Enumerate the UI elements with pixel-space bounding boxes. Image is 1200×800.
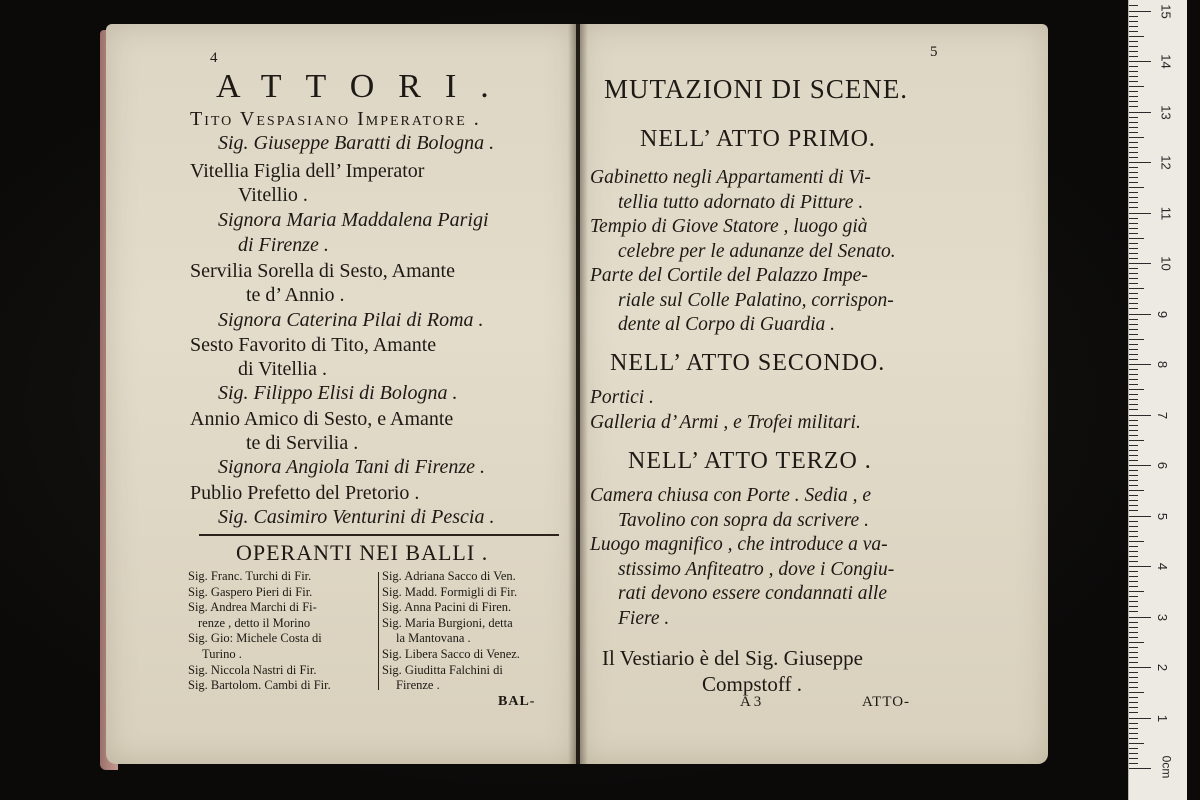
- ruler-tick: [1129, 723, 1138, 724]
- scene-line: Tavolino con sopra da scrivere .: [618, 509, 869, 531]
- ruler-label: 3: [1155, 613, 1171, 621]
- ruler-tick: [1129, 692, 1144, 693]
- dancers-list-right: [382, 569, 520, 694]
- dancer-entry: Sig. Madd. Formigli di Fir.: [382, 584, 518, 599]
- ruler-tick: [1129, 702, 1138, 703]
- ruler-tick: [1129, 324, 1138, 325]
- ruler-tick: [1129, 122, 1138, 123]
- ruler-tick: [1129, 192, 1138, 193]
- cast-line: Annio Amico di Sesto, e Amante: [190, 408, 454, 430]
- ruler-tick: [1129, 758, 1138, 759]
- ruler-tick: [1129, 662, 1138, 663]
- ruler-tick: [1129, 768, 1151, 769]
- ruler-label: 5: [1155, 512, 1171, 520]
- ruler-tick: [1129, 258, 1138, 259]
- cast-line: Signora Caterina Pilai di Roma .: [218, 309, 484, 331]
- ruler-tick: [1129, 127, 1138, 128]
- ruler-tick: [1129, 627, 1138, 628]
- ruler-tick: [1129, 354, 1138, 355]
- ruler-tick: [1129, 389, 1144, 390]
- act2-scenes: [590, 386, 861, 435]
- ruler-tick: [1129, 339, 1144, 340]
- ruler-tick: [1129, 273, 1138, 274]
- ruler-tick: [1129, 11, 1151, 12]
- dancers-heading: OPERANTI NEI BALLI .: [236, 540, 489, 565]
- scene-line: riale sul Colle Palatino, corrispon-: [618, 289, 894, 311]
- ruler-tick: [1129, 369, 1138, 370]
- ruler-tick: [1129, 308, 1138, 309]
- ruler-tick: [1129, 536, 1138, 537]
- ruler-tick: [1129, 581, 1138, 582]
- ruler-tick: [1129, 546, 1138, 547]
- ruler-tick: [1129, 561, 1138, 562]
- ruler-tick: [1129, 61, 1151, 62]
- ruler-tick: [1129, 152, 1138, 153]
- ruler-tick: [1129, 526, 1138, 527]
- ruler-tick: [1129, 505, 1138, 506]
- dancer-entry: Sig. Gio: Michele Costa di: [188, 631, 322, 646]
- ruler-tick: [1129, 430, 1138, 431]
- act1-heading: NELL’ ATTO PRIMO.: [640, 126, 876, 152]
- ruler-tick: [1129, 106, 1138, 107]
- ruler-tick: [1129, 96, 1138, 97]
- ruler-label: 8: [1155, 360, 1171, 369]
- act2-heading: NELL’ ATTO SECONDO.: [610, 350, 886, 376]
- ruler-tick: [1129, 177, 1138, 178]
- ruler-tick: [1129, 187, 1144, 188]
- cast-line: Servilia Sorella di Sesto, Amante: [190, 260, 455, 282]
- ruler-label: 15: [1158, 3, 1174, 19]
- ruler-tick: [1129, 460, 1138, 461]
- ruler-tick: [1129, 445, 1138, 446]
- ruler-tick: [1129, 521, 1138, 522]
- scene-changes-heading: MUTAZIONI DI SCENE.: [604, 74, 909, 104]
- scene-line: Tempio di Giove Statore , luogo già: [590, 216, 868, 237]
- ruler-tick: [1129, 56, 1138, 57]
- ruler-tick: [1129, 263, 1151, 264]
- scene-line: Luogo magnifico , che introduce a va-: [590, 534, 888, 555]
- scene-line: Camera chiusa con Porte . Sedia , e: [590, 485, 872, 506]
- ruler-tick: [1129, 233, 1138, 234]
- ruler-label: 1: [1155, 714, 1171, 722]
- ruler-tick: [1129, 682, 1138, 683]
- ruler-tick: [1129, 303, 1138, 304]
- cast-line: Sig. Giuseppe Baratti di Bologna .: [218, 132, 495, 154]
- cast-line: Signora Maria Maddalena Parigi: [218, 209, 489, 231]
- ruler-tick: [1129, 455, 1138, 456]
- ruler-tick: [1129, 21, 1138, 22]
- ruler-tick: [1129, 404, 1138, 405]
- ruler-tick: [1129, 91, 1138, 92]
- act3-heading: NELL’ ATTO TERZO .: [628, 448, 872, 474]
- cast-line: Publio Prefetto del Pretorio .: [190, 482, 420, 504]
- dancer-entry: Firenze .: [396, 678, 440, 693]
- dancer-entry: Sig. Niccola Nastri di Fir.: [188, 662, 317, 677]
- ruler-tick: [1129, 117, 1138, 118]
- ruler-tick: [1129, 611, 1138, 612]
- ruler-tick: [1129, 617, 1151, 618]
- cast-line: te di Servilia .: [246, 432, 359, 454]
- ruler-tick: [1129, 293, 1138, 294]
- ruler-tick: [1129, 707, 1138, 708]
- ruler-tick: [1129, 541, 1144, 542]
- ruler-tick: [1129, 733, 1138, 734]
- ruler-tick: [1129, 637, 1138, 638]
- scene-line: rati devono essere condannati alle: [618, 583, 887, 604]
- scene-line: Portici .: [590, 387, 654, 408]
- ruler-label: 12: [1158, 155, 1174, 170]
- act3-scenes: [590, 484, 894, 631]
- ruler-tick: [1129, 51, 1138, 52]
- ruler-tick: [1129, 101, 1138, 102]
- scene-line: Gabinetto negli Appartamenti di Vi-: [590, 167, 871, 188]
- cast-line: Signora Angiola Tani di Firenze .: [218, 456, 486, 478]
- ruler-tick: [1129, 268, 1138, 269]
- signature-mark: A 3: [740, 694, 762, 710]
- ruler-tick: [1129, 182, 1138, 183]
- ruler-tick: [1129, 516, 1151, 517]
- catchword-left: BAL-: [498, 694, 536, 709]
- scene-line: stissimo Anfiteatro , dove i Congiu-: [618, 558, 895, 580]
- cast-line: Vitellio .: [238, 184, 308, 206]
- page-number-right: 5: [930, 44, 938, 60]
- ruler-tick: [1129, 531, 1138, 532]
- dancer-entry: Sig. Giuditta Falchini di: [382, 662, 503, 677]
- cast-line: Sesto Favorito di Tito, Amante: [190, 334, 437, 356]
- cast-line: Vitellia Figlia dell’ Imperator: [190, 160, 425, 182]
- ruler-unit-label: 0cm: [1159, 755, 1174, 779]
- ruler-tick: [1129, 500, 1138, 501]
- ruler-tick: [1129, 470, 1138, 471]
- scene-line: tellia tutto adornato di Pitture .: [618, 191, 864, 213]
- ruler-tick: [1129, 450, 1138, 451]
- ruler-tick: [1129, 132, 1138, 133]
- ruler-tick: [1129, 319, 1138, 320]
- ruler-tick: [1129, 601, 1138, 602]
- ruler-tick: [1129, 480, 1138, 481]
- ruler-tick: [1129, 748, 1138, 749]
- ruler-tick: [1129, 167, 1138, 168]
- ruler-tick: [1129, 596, 1138, 597]
- ruler-tick: [1129, 510, 1138, 511]
- ruler-tick: [1129, 147, 1138, 148]
- ruler-tick: [1129, 586, 1138, 587]
- ruler-tick: [1129, 475, 1138, 476]
- ruler-tick: [1129, 738, 1138, 739]
- dancer-entry: Sig. Maria Burgioni, detta: [382, 615, 513, 630]
- ruler-tick: [1129, 223, 1138, 224]
- ruler-tick: [1129, 591, 1144, 592]
- ruler-tick: [1129, 71, 1138, 72]
- costume-credit: Il Vestiario è del Sig. Giuseppe: [602, 646, 863, 670]
- ruler-tick: [1129, 218, 1138, 219]
- ruler-tick: [1129, 556, 1138, 557]
- ruler-tick: [1129, 172, 1138, 173]
- ruler-tick: [1129, 86, 1144, 87]
- ruler-tick: [1129, 228, 1138, 229]
- ruler-tick: [1129, 697, 1138, 698]
- dancer-entry: Sig. Bartolom. Cambi di Fir.: [188, 678, 331, 693]
- dancer-entry: Sig. Anna Pacini di Firen.: [382, 600, 512, 615]
- ruler-tick: [1129, 571, 1138, 572]
- costume-credit-name: Compstoff .: [702, 672, 802, 696]
- ruler-tick: [1129, 425, 1138, 426]
- ruler-tick: [1129, 409, 1138, 410]
- separator-rule: [199, 534, 559, 536]
- ruler-tick: [1129, 435, 1138, 436]
- ruler-tick: [1129, 364, 1151, 365]
- dancer-entry: Sig. Franc. Turchi di Fir.: [188, 569, 312, 583]
- ruler-label: 9: [1155, 310, 1171, 318]
- book-gutter: [568, 24, 588, 764]
- ruler-tick: [1129, 712, 1138, 713]
- ruler-tick: [1129, 213, 1151, 214]
- right-page: [580, 24, 1048, 764]
- ruler-tick: [1129, 394, 1138, 395]
- scene-line: Galleria d’ Armi , e Trofei militari.: [590, 411, 861, 433]
- ruler-tick: [1129, 379, 1138, 380]
- ruler-label: 4: [1155, 562, 1171, 571]
- ruler-tick: [1129, 46, 1138, 47]
- ruler-tick: [1129, 202, 1138, 203]
- ruler-tick: [1129, 76, 1138, 77]
- ruler-tick: [1129, 728, 1138, 729]
- ruler-tick: [1129, 465, 1151, 466]
- ruler-label: 2: [1155, 663, 1171, 672]
- dancer-entry: Sig. Adriana Sacco di Ven.: [382, 569, 516, 583]
- ruler-tick: [1129, 288, 1144, 289]
- ruler-tick: [1129, 162, 1151, 163]
- ruler-label: 13: [1158, 104, 1174, 120]
- ruler-tick: [1129, 415, 1151, 416]
- cast-line: Sig. Casimiro Venturini di Pescia .: [218, 506, 495, 528]
- dancer-entry: la Mantovana .: [396, 631, 471, 646]
- ruler-tick: [1129, 41, 1138, 42]
- ruler-tick: [1129, 753, 1138, 754]
- dancer-entry: Sig. Gaspero Pieri di Fir.: [188, 584, 313, 599]
- ruler-label: 7: [1155, 411, 1171, 419]
- ruler-tick: [1129, 440, 1144, 441]
- cast-line: di Vitellia .: [238, 358, 327, 380]
- ruler-tick: [1129, 677, 1138, 678]
- scene-line: Fiere .: [618, 607, 670, 629]
- ruler-tick: [1129, 334, 1138, 335]
- ruler-label: 14: [1158, 54, 1174, 69]
- ruler-tick: [1129, 314, 1151, 315]
- ruler-tick: [1129, 420, 1138, 421]
- cast-line: Tito Vespasiano Imperatore .: [190, 108, 481, 130]
- ruler-tick: [1129, 657, 1138, 658]
- ruler-tick: [1129, 278, 1138, 279]
- ruler-tick: [1129, 66, 1138, 67]
- ruler-tick: [1129, 81, 1138, 82]
- ruler-label: 10: [1158, 256, 1174, 271]
- cast-line: Sig. Filippo Elisi di Bologna .: [218, 382, 458, 404]
- scene-line: Parte del Cortile del Palazzo Impe-: [590, 265, 868, 286]
- ruler-tick: [1129, 606, 1138, 607]
- ruler-tick: [1129, 652, 1138, 653]
- ruler-tick: [1129, 16, 1138, 17]
- cast-line: te d’ Annio .: [246, 284, 345, 306]
- left-page: [106, 24, 576, 764]
- act1-scenes: [590, 166, 896, 338]
- ruler-label: 6: [1155, 461, 1171, 470]
- ruler-tick: [1129, 243, 1138, 244]
- ruler-tick: [1129, 359, 1138, 360]
- ruler-tick: [1129, 566, 1151, 567]
- open-book: [100, 24, 1055, 772]
- ruler-tick: [1129, 642, 1144, 643]
- ruler-tick: [1129, 399, 1138, 400]
- ruler-tick: [1129, 253, 1138, 254]
- ruler-tick: [1129, 763, 1138, 764]
- ruler-tick: [1129, 485, 1138, 486]
- scene-line: celebre per le adunanze del Senato.: [618, 240, 896, 262]
- ruler-tick: [1129, 576, 1138, 577]
- measuring-ruler: [1128, 0, 1187, 800]
- ruler-tick: [1129, 743, 1144, 744]
- ruler-tick: [1129, 384, 1138, 385]
- ruler-tick: [1129, 632, 1138, 633]
- dancers-column-rule: [378, 572, 379, 690]
- dancers-list-left: [188, 569, 331, 694]
- ruler-tick: [1129, 283, 1138, 284]
- ruler-tick: [1129, 26, 1138, 27]
- dancer-entry: Turino .: [202, 646, 242, 661]
- page-number-left: 4: [210, 50, 218, 66]
- ruler-tick: [1129, 157, 1138, 158]
- ruler-tick: [1129, 687, 1138, 688]
- ruler-tick: [1129, 718, 1151, 719]
- ruler-tick: [1129, 622, 1138, 623]
- cast-line: di Firenze .: [238, 234, 329, 256]
- ruler-tick: [1129, 31, 1138, 32]
- ruler-tick: [1129, 248, 1138, 249]
- dancer-entry: Sig. Libera Sacco di Venez.: [382, 646, 520, 661]
- ruler-tick: [1129, 112, 1151, 113]
- ruler-tick: [1129, 207, 1138, 208]
- ruler-tick: [1129, 374, 1138, 375]
- ruler-tick: [1129, 5, 1138, 6]
- ruler-tick: [1129, 495, 1138, 496]
- cast-heading: ATTORI.: [216, 68, 513, 105]
- ruler-tick: [1129, 490, 1144, 491]
- ruler-tick: [1129, 647, 1138, 648]
- ruler-tick: [1129, 344, 1138, 345]
- ruler-tick: [1129, 551, 1138, 552]
- dancer-entry: Sig. Andrea Marchi di Fi-: [188, 600, 317, 615]
- catchword-right: ATTO-: [862, 694, 911, 710]
- ruler-tick: [1129, 36, 1144, 37]
- ruler-tick: [1129, 667, 1151, 668]
- ruler-tick: [1129, 672, 1138, 673]
- ruler-tick: [1129, 298, 1138, 299]
- ruler-tick: [1129, 137, 1144, 138]
- ruler-tick: [1129, 329, 1138, 330]
- ruler-label: 11: [1158, 206, 1174, 220]
- scene-line: dente al Corpo di Guardia .: [618, 314, 836, 335]
- ruler-tick: [1129, 197, 1138, 198]
- dancer-entry: renze , detto il Morino: [198, 615, 311, 630]
- ruler-tick: [1129, 142, 1138, 143]
- ruler-tick: [1129, 349, 1138, 350]
- ruler-tick: [1129, 238, 1144, 239]
